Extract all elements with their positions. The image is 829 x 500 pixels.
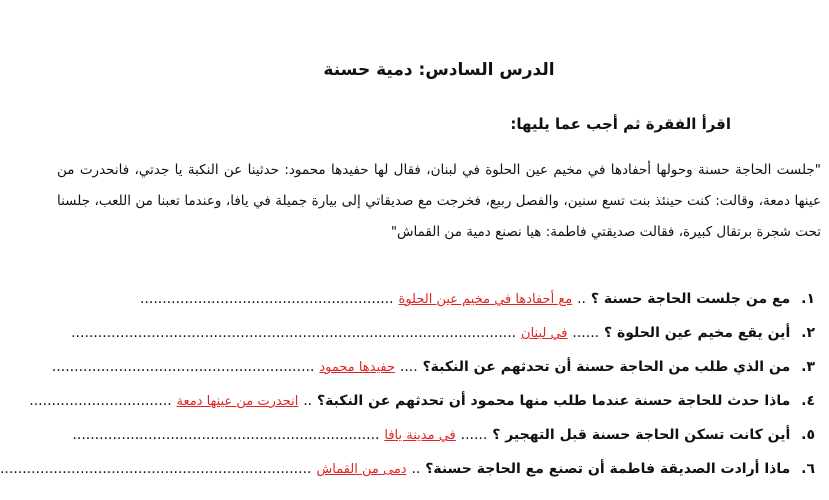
answer-dots-trailing: .................................................................................................... — [71, 325, 517, 341]
question-4 — [29, 384, 815, 418]
handwritten-answer[interactable]: مع أحفادها في مخيم عين الحلوة — [398, 292, 573, 307]
answer-dots-leading: .. — [577, 291, 586, 307]
instruction-heading: اقرأ الفقرة ثم أجب عما يليها: — [510, 115, 731, 133]
question-list — [0, 282, 815, 486]
answer-dots-leading: .... — [399, 359, 418, 375]
handwritten-answer[interactable]: دمى من القماش — [316, 462, 407, 477]
question-number: ٤. — [801, 393, 815, 409]
handwritten-answer[interactable]: حفيدها محمود — [319, 360, 395, 375]
question-text: ماذا أرادت الصديقة فاطمة أن تصنع مع الحاجة حسنة؟ — [425, 461, 791, 477]
answer-dots-trailing: ...................................................................... — [0, 461, 312, 477]
question-3 — [51, 350, 815, 384]
question-6 — [0, 452, 815, 486]
answer-dots-leading: .. — [303, 393, 313, 409]
question-text: ماذا حدث للحاجة حسنة عندما طلب منها محمود أن تحدثهم عن النكبة؟ — [316, 393, 791, 409]
question-text: من الذي طلب من الحاجة حسنة أن تحدثهم عن النكبة؟ — [422, 359, 791, 375]
question-number: ١. — [801, 291, 815, 307]
answer-dots-trailing: ......................................................... — [139, 291, 394, 307]
question-text: أين كانت تسكن الحاجة حسنة قبل التهجير ؟ — [492, 427, 791, 443]
answer-dots-trailing: ................................ — [29, 393, 172, 409]
question-number: ٦. — [801, 461, 815, 477]
question-2 — [63, 316, 815, 350]
answer-dots-trailing: ..................................................................... — [72, 427, 380, 443]
answer-dots-leading: .. — [411, 461, 421, 477]
passage-text: "جلست الحاجة حسنة وحولها أحفادها في مخيم عين الحلوة في لبنان، فقال لها حفيدها محمود: حدثينا عن النكبة يا جدتي، فانحدرت من عينها دمعة، وقالت: كنت حينئذ بنت تسع سنين، والفصل ربيع، فخرجت مع صديقاتي إلى بيارة جميلة في يافا، وعندما تعبنا من اللعب، جلسنا تحت شجرة برتقال كبيرة، فقالت صديقتي فاطمة: هيا نصنع دمية من القماش" — [57, 162, 821, 240]
question-number: ٣. — [801, 359, 815, 375]
question-text: أين يقع مخيم عين الحلوة ؟ — [603, 325, 791, 341]
question-number: ٥. — [801, 427, 815, 443]
page-title: الدرس السادس: دمية حسنة — [323, 60, 555, 80]
reading-passage — [57, 155, 821, 248]
handwritten-answer[interactable]: انحدرت من عينها دمعة — [176, 394, 299, 409]
answer-dots-leading: ...... — [460, 427, 488, 443]
question-number: ٢. — [801, 325, 815, 341]
answer-dots-leading: ...... — [572, 325, 600, 341]
question-5 — [63, 418, 815, 452]
question-1 — [63, 282, 815, 316]
handwritten-answer[interactable]: في لبنان — [521, 326, 568, 341]
question-text: مع من جلست الحاجة حسنة ؟ — [590, 291, 791, 307]
handwritten-answer[interactable]: في مدينة يافا — [384, 428, 456, 443]
answer-dots-trailing: ........................................................... — [51, 359, 315, 375]
